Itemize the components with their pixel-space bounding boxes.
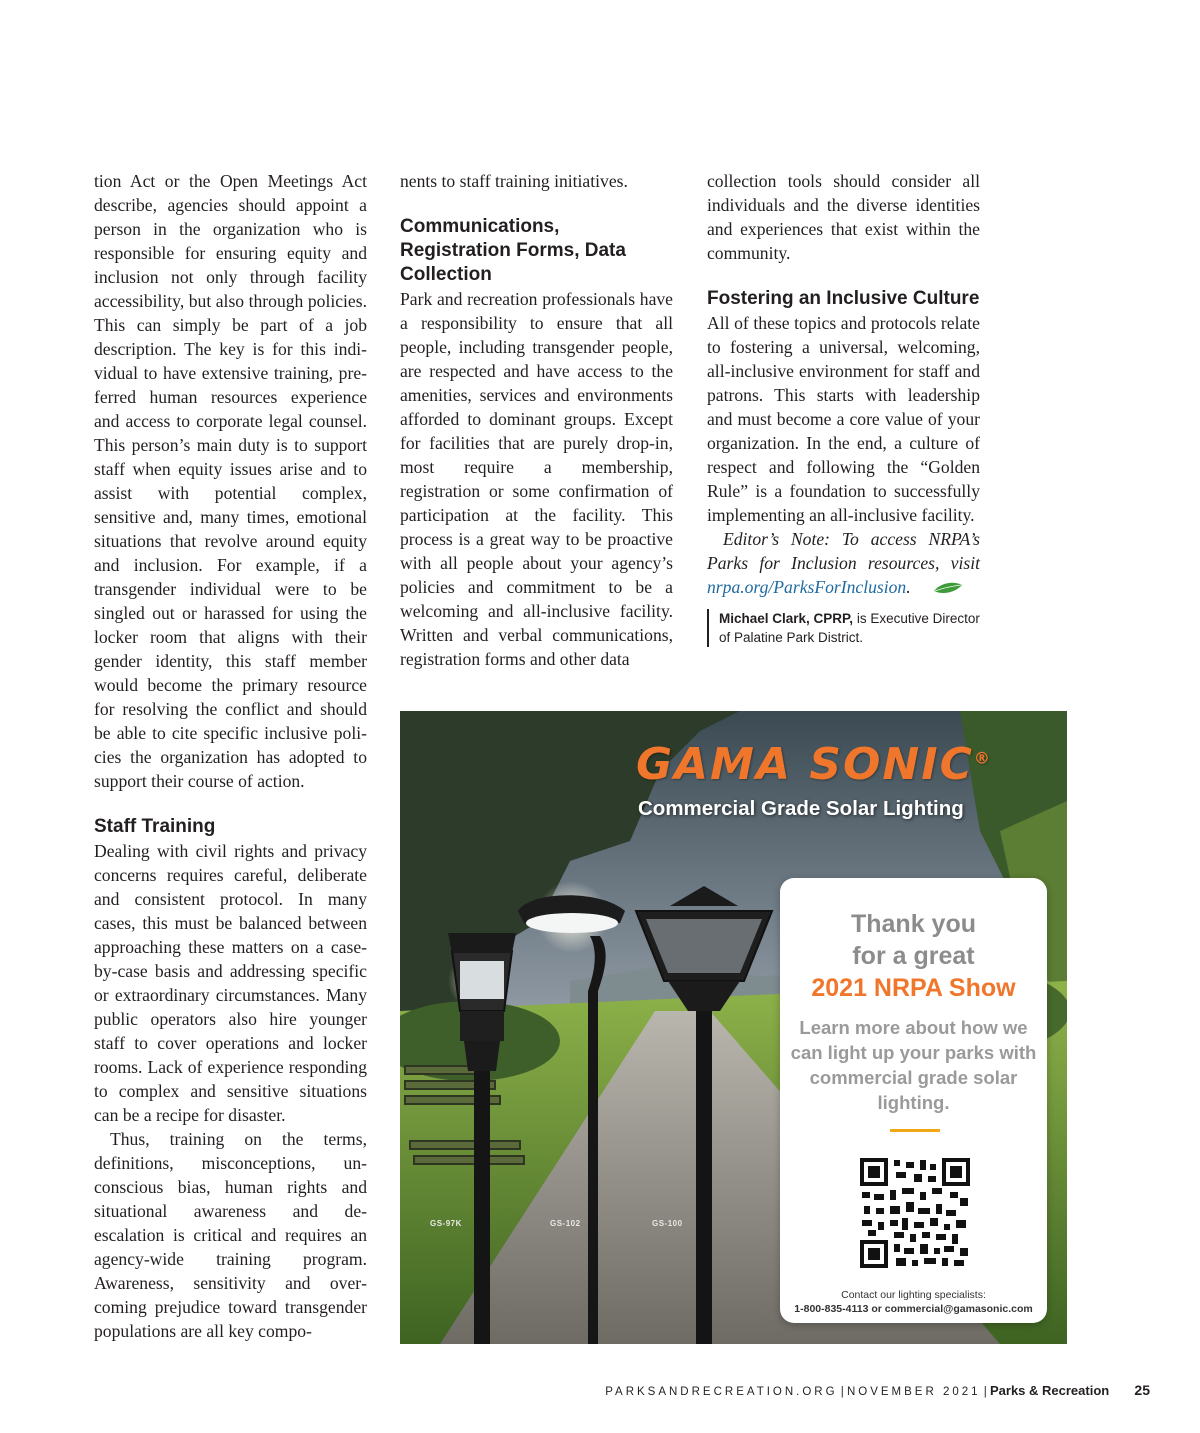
contact-details[interactable]: 1-800-835-4113 or commercial@gamasonic.com <box>794 1303 1033 1315</box>
body-paragraph: collection tools should consider all individuals and the diverse identities and experiences that exist within the community. <box>707 171 980 263</box>
ad-info-card <box>780 878 1047 1323</box>
body-paragraph: All of these topics and protocols relate to fostering a universal, welcoming, all-inclusive environment for staff and patrons. This starts with leadership and must become a core value of your organization. In the end, a culture of respect and following the “Golden Rule” is a foundation to successfully implementing an all-inclusive facility. <box>707 313 980 525</box>
section-heading-staff-training: Staff Training <box>94 816 216 837</box>
article-column-2 <box>400 169 673 671</box>
divider <box>890 1129 940 1132</box>
footer-separator: | <box>840 1386 844 1398</box>
parks-for-inclusion-link[interactable]: nrpa.org/ParksForInclusion <box>707 577 907 597</box>
author-name: Michael Clark, CPRP, <box>719 610 854 626</box>
learn-more-text: Learn more about how we can light up your parks with commercial grade solar lighting. <box>790 1017 1037 1113</box>
thanks-line-3: 2021 NRPA Show <box>811 974 1016 1002</box>
footer-issue-date: NOVEMBER 2021 <box>846 1386 981 1398</box>
author-bio <box>707 609 980 647</box>
body-paragraph: Dealing with civil rights and privacy concerns requires careful, deliberate and consistent protocol. In many cases, this must be balanced between approaching these matters on a case-by-case basis and addressing specific or extraordinary circumstances. Many public operators also hire younger staff to cover operations and locker rooms. Lack of experience responding to complex and sensitive situations can be a recipe for disaster. <box>94 841 367 1125</box>
section-heading-inclusive-culture: Fostering an Inclusive Culture <box>707 288 980 309</box>
thanks-line-1: Thank you <box>850 910 976 938</box>
editor-note-text: Editor’s Note: To access NRPA’s Parks for Inclusion resources, visit <box>707 529 980 573</box>
ad-tagline: Commercial Grade Solar Lighting <box>638 797 964 820</box>
page-number: 25 <box>1134 1382 1150 1398</box>
ad-brand-logo <box>636 739 1056 790</box>
page-footer <box>560 1382 1150 1398</box>
body-paragraph: nents to staff training initiatives. <box>400 171 628 191</box>
thanks-line-2: for a great <box>852 942 975 970</box>
body-paragraph: tion Act or the Open Meetings Act describe, agencies should appoint a person in the organization who is responsible for ensuring equity and inclusion not only through facility accessibility, but also through policies. This can simply be part of a job description. The key is for this individual to have extensive training, preferred human resources experience and access to corporate legal counsel. This person’s main duty is to support staff when equity issues arise and to assist with potential complex, sensitive and, many times, emotional situations that revolve around equity and inclusion. For example, if a transgender individual were to be singled out or harassed for using the locker room that aligns with their gender identity, this staff member would become the primary resource for resolving the conflict and should be able to cite specific inclusive policies the organization has adopted to support their course of action. <box>94 171 367 791</box>
footer-website: PARKSANDRECREATION.ORG <box>605 1386 838 1398</box>
body-paragraph: Park and recreation professionals have a responsibility to ensure that all people, including transgender people, are respected and have access to the amenities, services and environments afforded to dominant groups. Except for facilities that are purely drop-in, most require a membership, registration or some confirmation of participation at the facility. This process is a great way to be proactive with all people about your agency’s policies and commitment to be a welcoming and all-inclusive facility. Written and verbal communications, registration forms and other data <box>400 289 673 669</box>
section-heading-communications: Communications, Registration Forms, Data Collection <box>400 216 626 285</box>
article-column-3 <box>707 169 980 647</box>
article-column-1 <box>94 169 367 1343</box>
thank-you-message <box>780 908 1047 1004</box>
contact-label: Contact our lighting specialists: <box>841 1289 986 1301</box>
contact-info <box>780 1288 1047 1316</box>
registered-mark: ® <box>973 748 992 768</box>
editor-note <box>707 527 980 601</box>
qr-code-icon[interactable] <box>860 1158 970 1268</box>
lamp-label-gs-100: GS-100 <box>652 1219 683 1228</box>
gama-sonic-advertisement[interactable] <box>400 711 1067 1344</box>
ad-brand-name: GAMA SONIC <box>636 739 974 790</box>
editor-note-end: . <box>906 577 911 597</box>
footer-separator: | <box>983 1386 987 1398</box>
lamp-label-gs-97k: GS-97K <box>430 1219 462 1228</box>
author-bio-text: is Executive Director of Palatine Park District. <box>719 610 980 645</box>
body-paragraph: Thus, training on the terms, definitions, misconceptions, unconscious bias, human rights and situational awareness and de-escalation is critical and requires an agency-wide training program. Awareness, sensitivity and overcoming prejudice toward transgender populations are all key compo- <box>94 1129 367 1341</box>
leaf-icon <box>917 577 963 601</box>
footer-magazine-name: Parks & Recreation <box>989 1383 1110 1398</box>
lamp-label-gs-102: GS-102 <box>550 1219 581 1228</box>
